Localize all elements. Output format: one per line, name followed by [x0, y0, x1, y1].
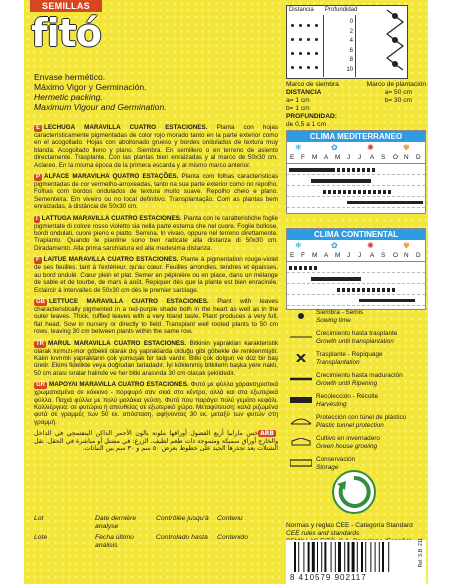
sun-icon: ✺: [367, 241, 374, 250]
brand-logo: fitó: [31, 11, 101, 55]
storage-bar-icon: [290, 459, 312, 467]
brand-top-label: SEMILLAS: [30, 0, 102, 12]
b-plant: b= 30 cm: [384, 97, 412, 104]
harvest-bar-icon: [290, 396, 312, 404]
desc-tr: TR MARUL MARAVILLA CUATRO ESTACIONES. Bitkinin yaprakları karakteristik olarak kırmızı-mor göbekli olarak dış yapraklarda olduğu gibi göbekle de renklenmiştir. Kalın kıvrımlı yaprakların çok yumuşak bir tadı vardır. Bitki çok dolgun ve düz bir baş üretir. Ekimi fidelikte veya doğrudan tarladadır. İyi köklenmiş bitkilerin başka yere naklı, 50 cm arası sıralar halinde ve her bitki arasında 30 cm olacak şekildedir.: [34, 339, 278, 377]
recycle-icon: [332, 470, 376, 514]
legend-growth-transplant: Crecimiento hasta trasplante Growth until transplantation: [286, 330, 426, 351]
desc-fr: F LAITUE MARAVILLA CUATRO ESTACIONES. Plante à pigmentation rouge-violet de ses feuilles, tant à l'extérieur, qu'au cœur. Feuilles arrondies, tendres et épaisses, au bord ondulé. Cœur plein et plat. Semer en pépinière ou en place, dans un mélange de sable et de tourbe, de mars à août. Repiquer dès que la plante est bien enracinée. Eclaircir à intervalles de 50x30 cm dès le premier sarclage.: [34, 256, 278, 294]
depth-value: de 0,5 a 1 cm: [286, 121, 326, 128]
lot-table: [34, 515, 278, 550]
sowing-dot-icon: [290, 312, 312, 320]
a-plant: a= 50 cm: [384, 89, 412, 96]
b-sow: b= 1 cm: [286, 105, 310, 112]
brand-badge: [30, 0, 102, 68]
depth-header: Profundidad: [325, 7, 358, 13]
legend-storage: Conservación Storage: [286, 456, 426, 477]
desc-gb: GB LETTUCE MARAVILLA CUATRO ESTACIONES. Plant with leaves characteristically pigmented in a red-purple shade both in the heart as well as in the outer leaves. Thick, ruffled leaves with a very bland taste. Plant produces a very full, flat head. Sow in nursery or directly to field. Transplant well rooted plants to 50 cm rows, leaving 30 cm between plants within the same row.: [34, 297, 278, 336]
calendar-mediterranean: [286, 130, 426, 214]
season-icons: [287, 240, 425, 252]
intro-line-3: Hermetic packing.: [34, 92, 103, 102]
norms-line-2: CEE rules and standards: [286, 530, 360, 537]
plant-frame-label: Marco de plantación: [366, 81, 426, 88]
snowflake-icon: ❄: [295, 241, 302, 250]
depth-label: PROFUNDIDAD:: [286, 113, 337, 120]
thin-line-icon: [290, 333, 312, 341]
month-row: E F M A M J J A S O N D: [290, 154, 421, 161]
flower-icon: ✿: [331, 241, 338, 250]
plant-spacing-icon: [383, 8, 407, 78]
distance-header: Distancia: [289, 7, 314, 13]
intro-text: [34, 72, 274, 112]
calendar-continental: [286, 228, 426, 310]
distance-label: DISTANCIA: [286, 89, 322, 96]
legend-sowing: Siembra - Semis Sowing time: [286, 309, 426, 330]
intro-line-4: Maximum Vigour and Germination.: [34, 102, 167, 112]
norms-line-1: Normas y reglas CEE - Categoría Standard: [286, 522, 413, 529]
legend-harvest: Recolección - Récolte Harvesting: [286, 393, 426, 414]
intro-line-1: Envase hermético.: [34, 72, 106, 82]
leaf-icon: ✾: [403, 241, 410, 250]
greenhouse-icon: [290, 438, 312, 446]
intro-line-2: Máximo Vigor y Germinación.: [34, 82, 147, 92]
leaf-icon: ✾: [403, 143, 410, 152]
sow-frame-label: Marco de siembra: [286, 81, 339, 88]
diagram-divider: [355, 15, 356, 77]
calendar-grid: [287, 163, 425, 215]
legend-transplant: Trasplante - Repiquage Transplantation: [286, 351, 426, 372]
desc-ar: ARBخس مارابيا أربع الفصول أوراقها ملونة بالون الأحمر الداكن البنفسجي في الداخل والخارج أوراق سميكة ومتموجة ذات طعم لطيف. الزرع: في مشتل أو مباشرة في الحقل. نقل الشتلات بعد تجذرها الجيد على خطوط بعرض ٥٠ سم و ٣٠ سم بين النباتات.: [34, 430, 278, 452]
descriptions: [34, 124, 278, 456]
tunnel-icon: [290, 417, 312, 425]
reference-code: Ref. S.B. 211: [418, 538, 424, 568]
a-sow: a= 1 cm: [286, 97, 310, 104]
sowing-diagram: [286, 5, 408, 79]
snowflake-icon: ❄: [295, 143, 302, 152]
barcode: [286, 540, 426, 584]
calendar-title: CLIMA MEDITERRANEO: [287, 131, 425, 142]
season-icons: [287, 142, 425, 154]
sun-icon: ✺: [367, 143, 374, 152]
month-row: E F M A M J J A S O N D: [290, 252, 421, 259]
depth-scale: 0 2 4 6 8 10: [346, 19, 353, 73]
calendar-title: CLIMA CONTINENTAL: [287, 229, 425, 240]
flower-icon: ✿: [331, 143, 338, 152]
seed-packet-back: [24, 0, 428, 584]
desc-gr: GR ΜΑΡΟΥΛΙ MARAVILLA CUATRO ESTACIONES. Φυτό με φύλλα χαρακτηριστικά χρωματισμένα σε κόκκινο - πορφυρό σαν σκιά στο κέντρο, αλλά και στα εξωτερικά φύλλα. Παχιά φύλλα με πολύ μαλάκια γεύση. Φυτό που παράγει πολύ γεμάτο κεφάλι. Καλλιέργεια: σε φυτώριο ή απευθείας σε εξωτερικό χώρο. Μεταφύτευση: καλά ριζωμένα φυτά σε γραμμές των 50 εκ. απόσταση, αφήνοντας 30 εκ. μεταξύ των φυτών στη γραμμή.: [34, 381, 278, 426]
barcode-number: 8 410579 902117: [290, 573, 367, 582]
lot-row-fr: Lot Date dernière analyse Contrôlée jusqu'à Contenu: [34, 515, 243, 530]
barcode-bars: [292, 542, 416, 572]
desc-es: E LECHUGA MARAVILLA CUATRO ESTACIONES. Planta con hojas característicamente pigmentadas de color rojo morado tanto en la parte exterior como en el acogollado. Hojas con abollonado grueso y bordes ondulados de textura muy blanda. Acogollado lleno y plano. Siembra. En semillero o en terreno de asiento directamente. Trasplante. Con las plantas bien enraizadas y al marco de 50x30 cm. Aclareo. En la misma época de la primera escarda y al mismo marco anterior.: [34, 124, 278, 169]
desc-pt: P ALFACE MARAVILHA QUATRO ESTAÇÕES. Planta com folhas características pigmentadas de cor vermelho-arroxeadas, tanto na sua parte exterior como no repolho. Folhas com bordos ondulados de textura muito suave. Repolho cheio e plano. Sementeira. Em viveiro ou no local definitivo. Transplantação. Com as plantas bem enraizadas, à distância de 50x30 cm.: [34, 173, 278, 211]
planting-distance-block: [286, 81, 426, 129]
legend-greenhouse: Cultivo en invernadero Green house growing: [286, 435, 426, 456]
lot-row-es: Lote Fecha último análisis Controlado hasta Contenido: [34, 534, 248, 549]
legend-growth-ripening: Crecimiento hasta maduración Growth until Ripening: [286, 372, 426, 393]
desc-it: I LATTUGA MARAVILLA CUATRO ESTACIONES. Pianta con le caratteristiche foglie pigmentate di colore rosso violetto sia nella parte esterna che nel cuore. Foglie bollose, bordi ondulati, cuore pieno e piatto. Semina. In vivaio, oppure nel terreno direttamente. Trapianto. Quando le piantine sono ben radicate alla distanza di 50x30 cm. Diradamento. Alla prima sarchiatura ed alla medesima distanza.: [34, 214, 279, 252]
thick-line-icon: [290, 375, 312, 383]
calendar-grid: [287, 261, 425, 313]
legend-tunnel: Protección con túnel de plástico Plastic tunnel protection: [286, 414, 426, 435]
cross-icon: [290, 354, 312, 362]
diagram-divider: [323, 15, 324, 77]
legend: [286, 309, 426, 477]
seed-grid: [289, 20, 321, 74]
